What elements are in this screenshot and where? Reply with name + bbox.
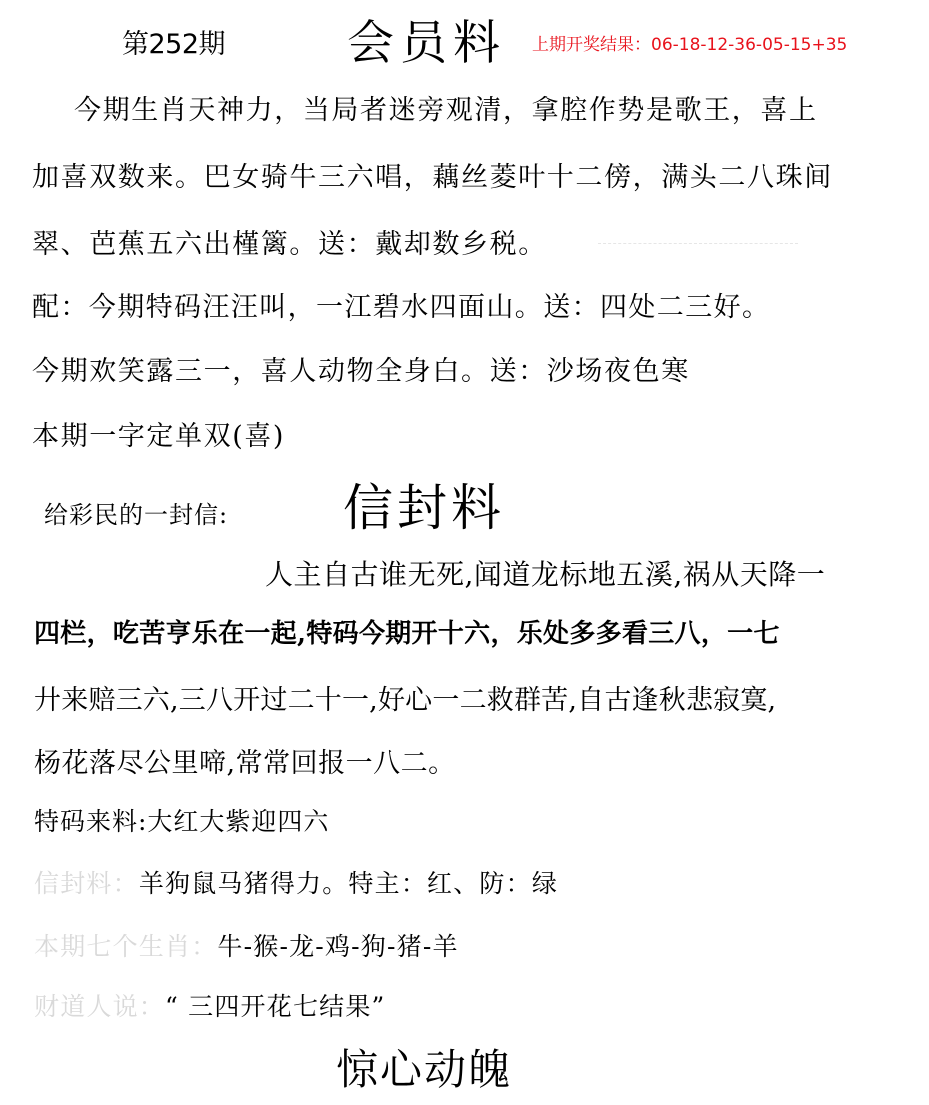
line-text: 牛-猴-龙-鸡-狗-猪-羊 xyxy=(217,932,459,961)
letter-line-3: 廾来赔三六,三八开过二十一,好心一二救群苦,自古逢秋悲寂寞, xyxy=(34,685,777,716)
letter-title: 信封料 xyxy=(343,479,505,537)
letter-line-8 xyxy=(34,987,386,1023)
letter-line-5: 特码来料:大红大紫迎四六 xyxy=(34,807,330,836)
member-line-6: 本期一字定单双(喜) xyxy=(32,421,286,452)
issue-number: 第252期 xyxy=(122,29,226,60)
last-draw-result: 上期开奖结果：06-18-12-36-05-15+35 xyxy=(532,35,848,55)
line-text: 羊狗鼠马猪得力。特主：红、防：绿 xyxy=(138,869,559,898)
member-line-1: 今期生肖天神力，当局者迷旁观清，拿腔作势是歌王，喜上 xyxy=(74,95,818,126)
member-line-3: 翠、芭蕉五六出槿篱。送：戴却数乡税。 xyxy=(32,229,547,260)
line-text: “ 三四开花七结果” xyxy=(165,992,386,1021)
member-line-2: 加喜双数来。巴女骑牛三六唱，藕丝菱叶十二傍，满头二八珠间 xyxy=(32,162,833,193)
member-line-5: 今期欢笑露三一，喜人动物全身白。送：沙场夜色寒 xyxy=(32,356,690,387)
letter-line-4: 杨花落尽公里啼,常常回报一八二。 xyxy=(34,748,456,779)
letter-line-7 xyxy=(34,927,459,963)
page-title: 会员料 xyxy=(347,16,506,71)
faded-label: 财道人说： xyxy=(34,992,166,1021)
faded-label: 本期七个生肖： xyxy=(34,932,218,961)
footer-title: 惊心动魄 xyxy=(336,1045,513,1094)
letter-intro: 给彩民的一封信: xyxy=(44,501,229,529)
letter-line-1: 人主自古谁无死,闻道龙标地五溪,祸从天降一 xyxy=(265,558,826,591)
divider xyxy=(598,243,798,244)
faded-label: 信封料： xyxy=(34,869,139,898)
letter-line-6 xyxy=(34,864,558,900)
letter-line-2: 四栏，吃苦亨乐在一起,特码今期开十六，乐处多多看三八，一七 xyxy=(34,619,780,649)
member-line-4: 配：今期特码汪汪叫，一江碧水四面山。送：四处二三好。 xyxy=(32,292,771,323)
